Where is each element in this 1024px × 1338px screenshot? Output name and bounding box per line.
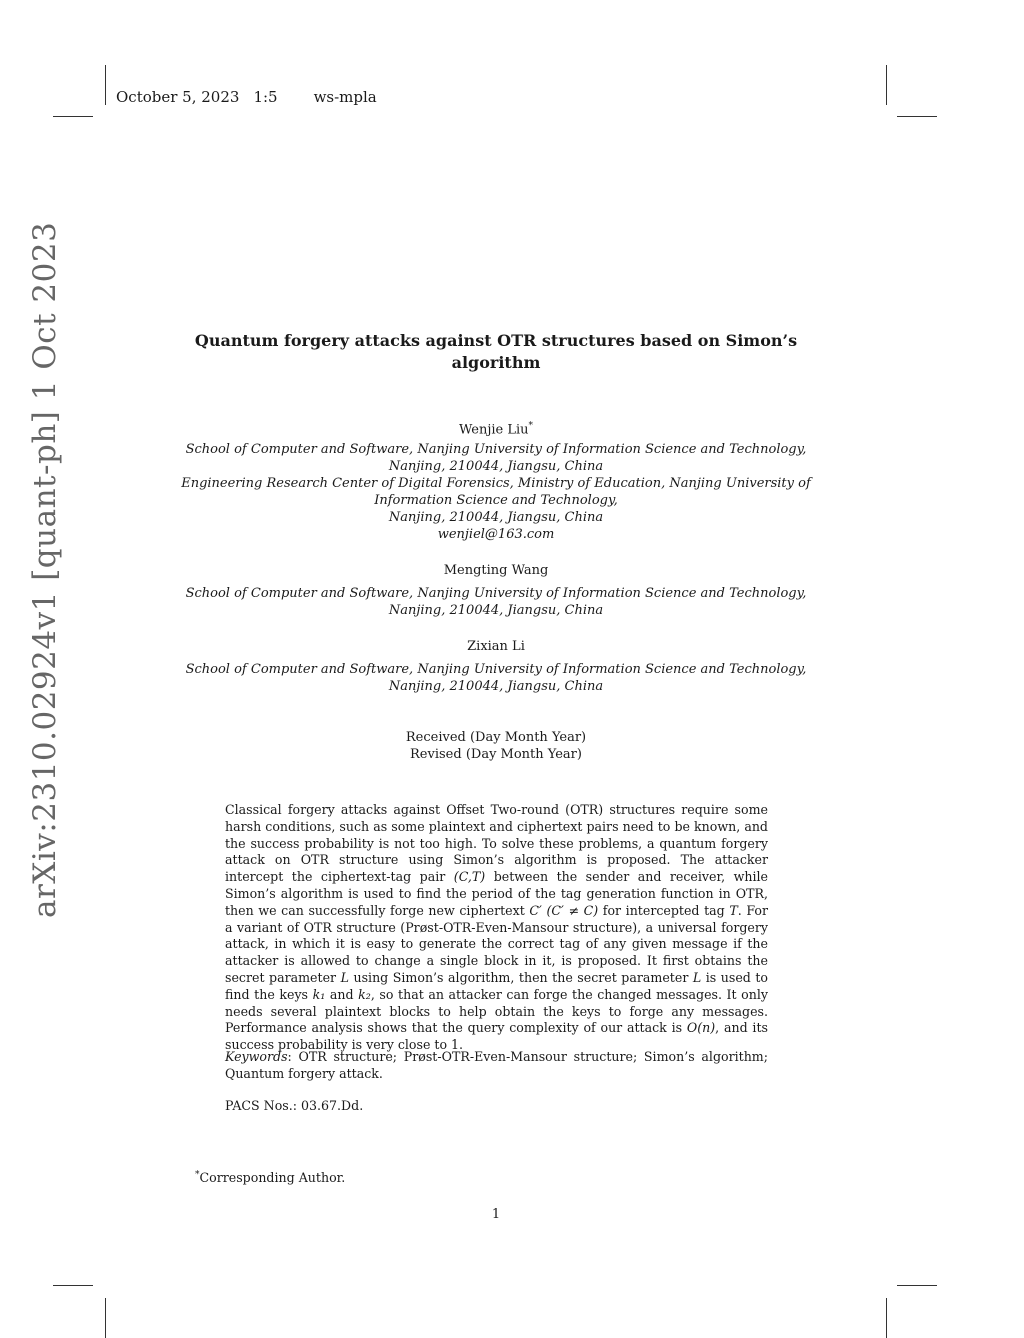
abstract xyxy=(225,802,768,1054)
running-head xyxy=(116,88,391,106)
crop-mark xyxy=(886,65,887,105)
keywords xyxy=(225,1049,768,1083)
footnote xyxy=(195,1170,345,1185)
arxiv-stamp: arXiv:2310.02924v1 [quant-ph] 1 Oct 2023 xyxy=(27,221,63,918)
affiliation-line: Engineering Research Center of Digital Forensics, Ministry of Education, Nanjing University of xyxy=(181,476,811,491)
math-inline: T xyxy=(729,902,738,918)
math-inline: k₂ xyxy=(358,986,371,1002)
author-3-affiliation xyxy=(160,661,832,695)
author-name: Wenjie Liu* xyxy=(458,421,534,438)
author-2-affiliation xyxy=(160,585,832,619)
paper-title xyxy=(160,330,832,374)
author-email: wenjiel@163.com xyxy=(437,527,555,542)
author-block-1 xyxy=(160,418,832,438)
crop-mark xyxy=(105,1298,106,1338)
title-line-2: algorithm xyxy=(451,353,541,372)
affiliation-line: Information Science and Technology, xyxy=(374,493,618,508)
affiliation-line: Nanjing, 210044, Jiangsu, China xyxy=(388,679,604,694)
affiliation-line: School of Computer and Software, Nanjing University of Information Science and Technology, xyxy=(185,586,807,601)
math-inline: L xyxy=(340,969,349,985)
abstract-text: Classical forgery attacks against Offset Two-round (OTR) structures require some harsh conditions, such as some plaintext and ciphertext pairs need to be known, and the success probability is not too high. To solve these problems, a quantum forgery attack on OTR structure using Simon’s algorithm is proposed. The attacker intercept the ciphertext-tag pair (C,T) between the sender and receiver, while Simon’s algorithm is used to find the period of the tag generation function in OTR, then we can successfully forge new ciphertext C′ (C′ ≠ C) for intercepted tag T. For a variant of OTR structure (Prøst-OTR-Even-Mansour structure), a universal forgery attack, in which it is easy to generate the correct tag of any given message if the attacker is allowed to change a single block in it, is proposed. It first obtains the secret parameter L using Simon’s algorithm, then the secret parameter L is used to find the keys k₁ and k₂, so that an attacker can forge the changed messages. It only needs several plaintext blocks to help obtain the keys to forge any messages. Performance analysis shows that the query complexity of our attack is O(n), and its success probability is very close to 1. xyxy=(225,802,769,1053)
affiliation-line: Nanjing, 210044, Jiangsu, China xyxy=(388,459,604,474)
crop-mark xyxy=(53,116,93,117)
math-inline: L xyxy=(692,969,702,985)
dates-block xyxy=(160,729,832,763)
footnote-text: Corresponding Author. xyxy=(199,1170,346,1186)
running-head-time: 1:5 xyxy=(253,88,278,106)
revised-date: Revised (Day Month Year) xyxy=(410,747,582,762)
keywords-label: Keywords xyxy=(225,1049,288,1064)
math-inline: (C,T) xyxy=(453,869,486,885)
affiliation-line: Nanjing, 210044, Jiangsu, China xyxy=(388,603,604,618)
running-head-date: October 5, 2023 xyxy=(116,88,240,106)
math-inline: C′ (C′ ≠ C) xyxy=(529,902,599,918)
title-line-1: Quantum forgery attacks against OTR structures based on Simon’s xyxy=(194,331,798,350)
affiliation-line: Nanjing, 210044, Jiangsu, China xyxy=(388,510,604,525)
crop-mark xyxy=(53,1285,93,1286)
received-date: Received (Day Month Year) xyxy=(405,730,587,745)
page-number: 1 xyxy=(491,1207,501,1222)
author-block-3 xyxy=(160,638,832,655)
author-1-affiliation xyxy=(160,441,832,543)
footnote-marker: * xyxy=(195,1170,200,1180)
crop-mark xyxy=(897,1285,937,1286)
keywords-text: : OTR structure; Prøst-OTR-Even-Mansour structure; Simon’s algorithm; Quantum forgery attack. xyxy=(225,1049,768,1081)
author-footnote-marker: * xyxy=(528,421,534,431)
crop-mark xyxy=(105,65,106,105)
math-inline: O(n) xyxy=(686,1020,716,1036)
affiliation-line: School of Computer and Software, Nanjing University of Information Science and Technology, xyxy=(185,662,807,677)
math-inline: k₁ xyxy=(312,986,326,1002)
pacs-numbers: PACS Nos.: 03.67.Dd. xyxy=(225,1098,364,1113)
author-name: Mengting Wang xyxy=(443,563,549,578)
crop-mark xyxy=(897,116,937,117)
author-name: Zixian Li xyxy=(467,639,525,654)
running-head-journal: ws-mpla xyxy=(313,88,377,106)
crop-mark xyxy=(886,1298,887,1338)
affiliation-line: School of Computer and Software, Nanjing University of Information Science and Technology, xyxy=(185,442,807,457)
author-block-2 xyxy=(160,562,832,579)
